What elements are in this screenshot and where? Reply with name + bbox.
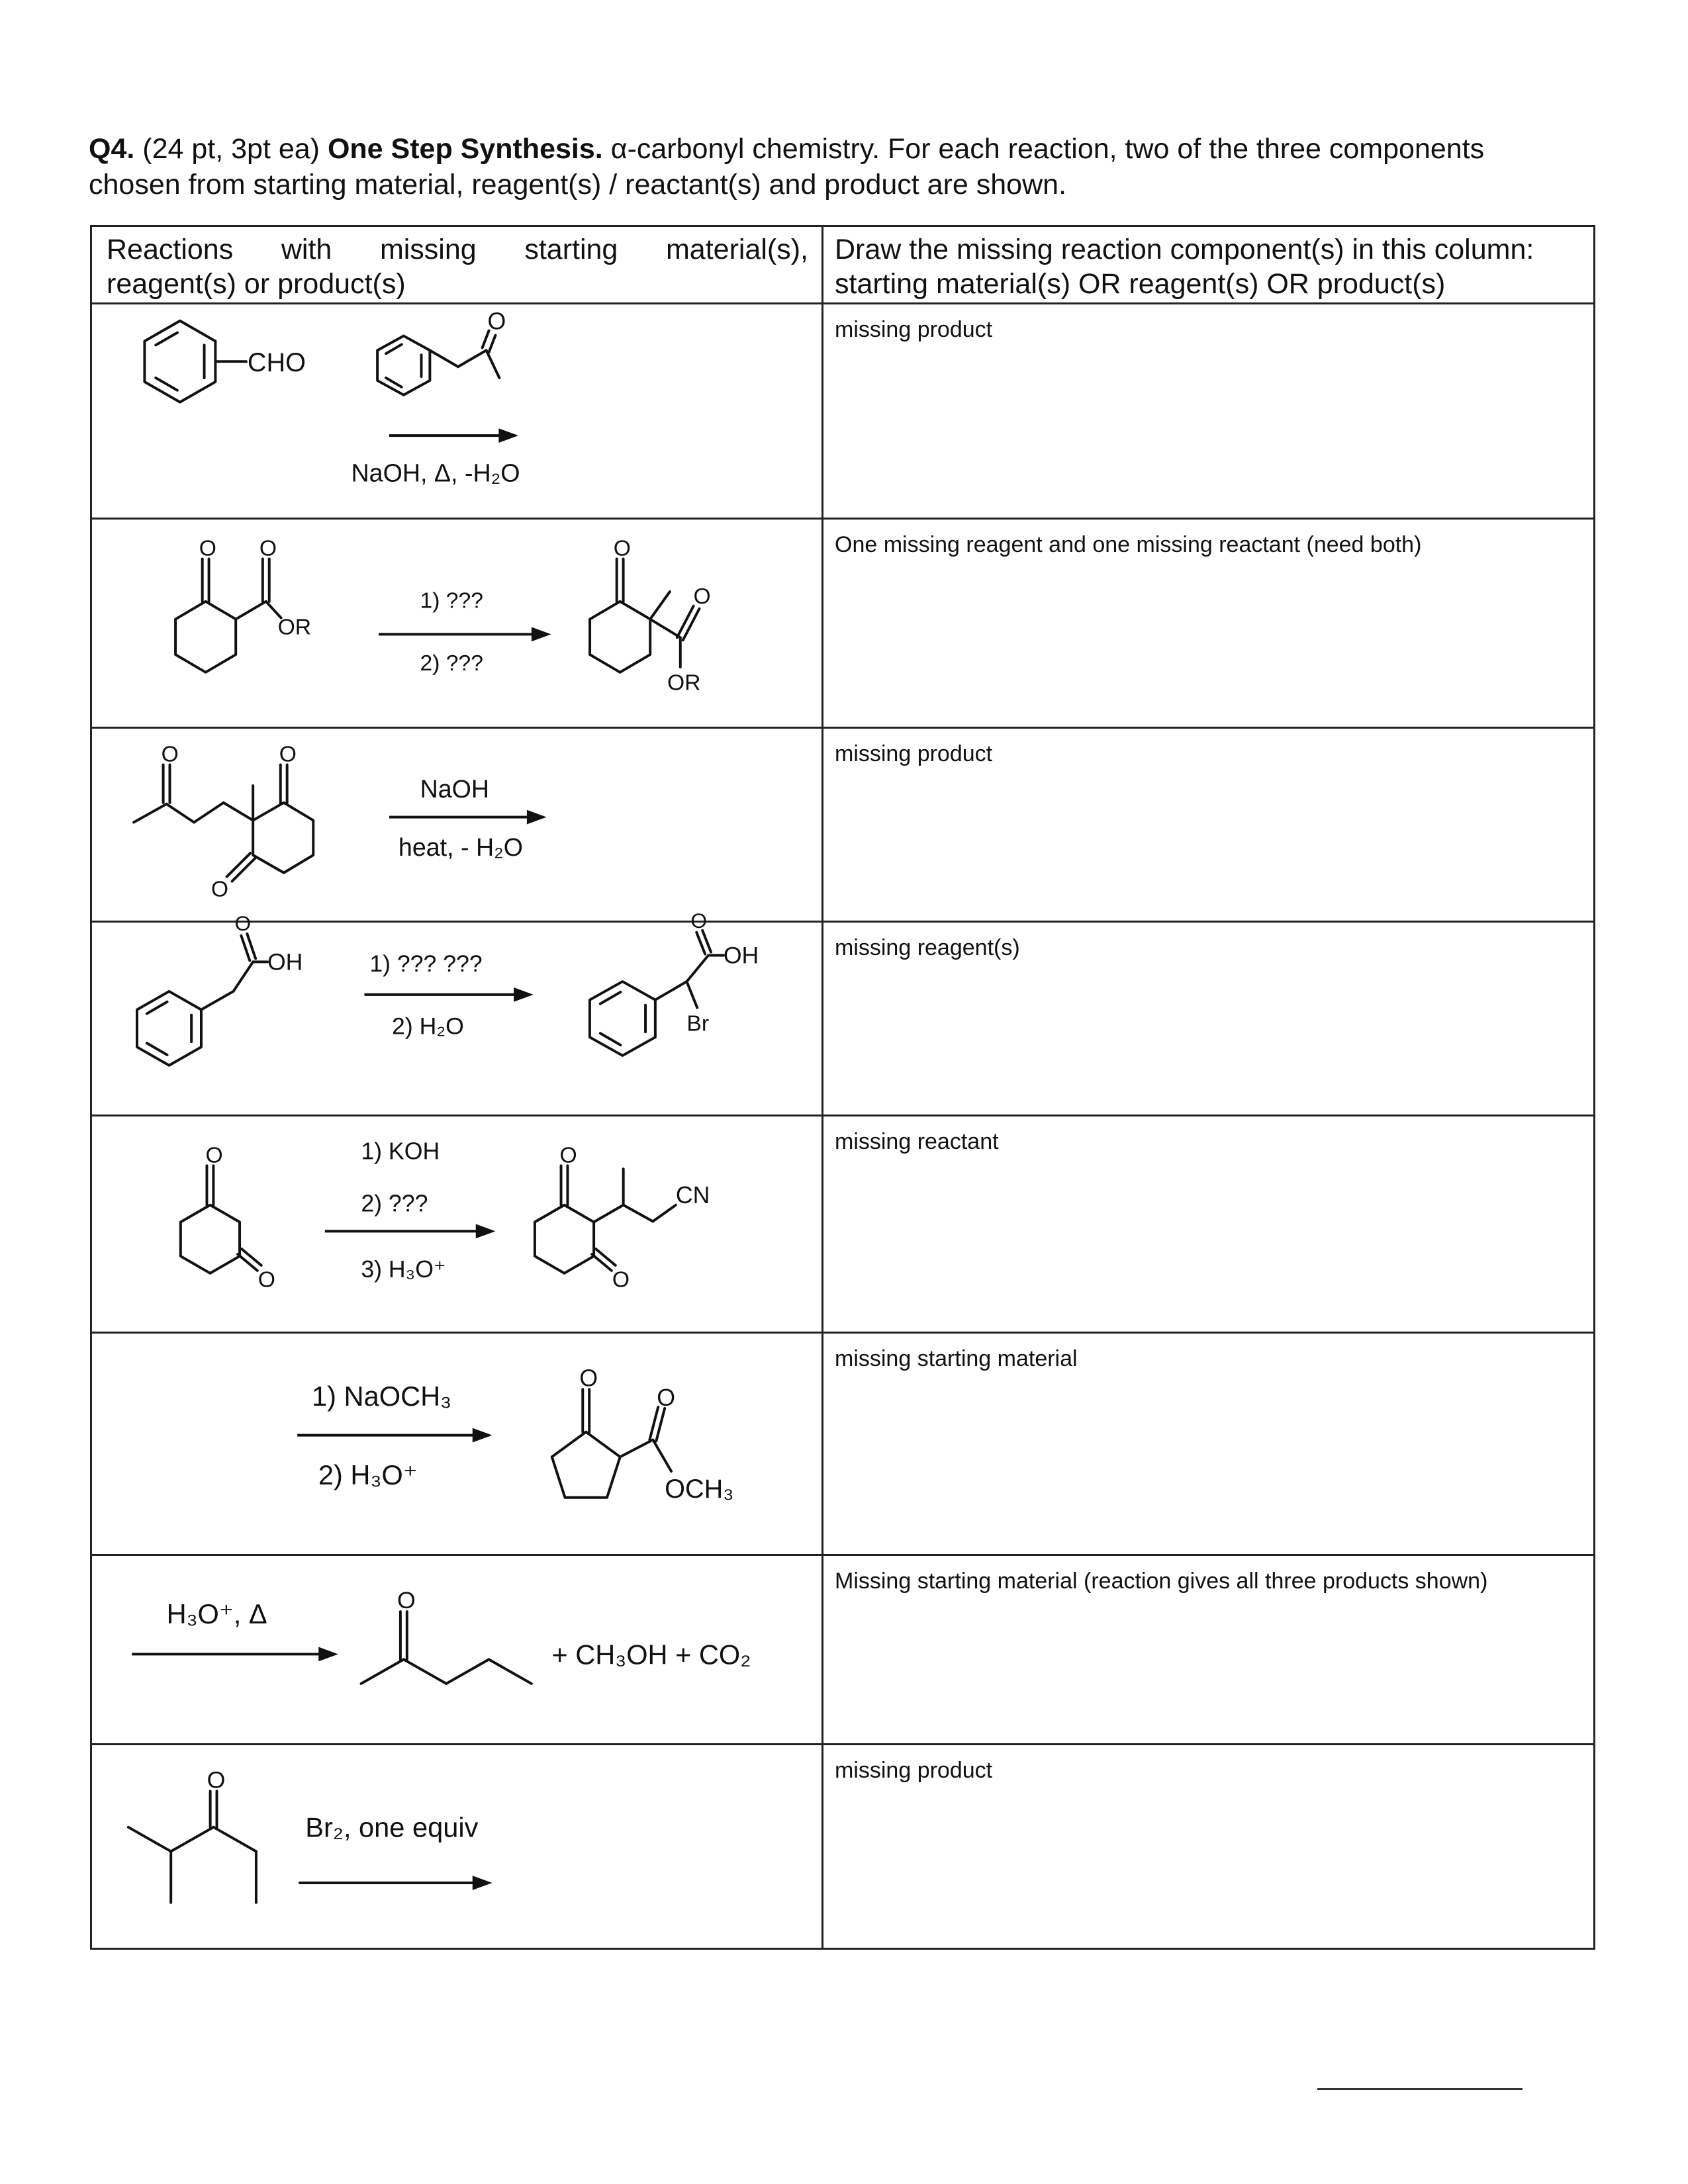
oxygen-atom: O	[205, 1143, 223, 1168]
reagent-label: H₃O⁺, Δ	[166, 1598, 267, 1629]
left-header-line-2: reagent(s) or product(s)	[107, 268, 406, 300]
arrow-head	[514, 987, 534, 1002]
reaction-5-scheme	[92, 1116, 821, 1332]
arrow-head	[473, 1428, 492, 1443]
reaction-3-drawing	[92, 729, 821, 921]
carbonyl-bond	[677, 606, 694, 638]
right-header-line-2: starting material(s) OR reagent(s) OR product(s)	[835, 268, 1446, 300]
right-header-line-1: Draw the missing reaction component(s) in this column:	[835, 234, 1534, 265]
reaction-row-2	[92, 518, 1593, 727]
ester-label: OR	[667, 670, 701, 696]
bond	[458, 350, 487, 367]
arrow-head	[527, 810, 547, 825]
bond	[194, 803, 224, 823]
reaction-2-drawing	[92, 520, 821, 727]
bond	[171, 1827, 213, 1852]
reagent-step-2: 2) ???	[361, 1190, 428, 1217]
bond	[224, 803, 254, 821]
oxygen-atom: O	[258, 1267, 275, 1293]
row-6-note: missing starting material	[835, 1346, 1078, 1371]
reaction-row-4	[92, 908, 1593, 1115]
cyclopentane-ring	[552, 1432, 620, 1498]
question-line-1	[89, 131, 1611, 167]
header-word: starting	[524, 234, 618, 265]
carbonyl-bond	[683, 609, 700, 641]
bond	[446, 1659, 489, 1684]
right-column-header	[835, 232, 1589, 301]
bond	[233, 962, 253, 991]
oxygen-atom: O	[207, 1766, 226, 1794]
question-description: α-carbonyl chemistry. For each reaction, two of the three components	[610, 133, 1485, 165]
bond	[361, 1659, 404, 1684]
question-header	[89, 131, 1611, 203]
reagent-step-2: 2) H₃O⁺	[318, 1459, 418, 1490]
acid-label: OH	[267, 948, 303, 976]
reaction-row-7	[92, 1554, 1593, 1743]
reagent-conditions: heat, - H₂O	[398, 833, 524, 862]
acid-label: OH	[723, 942, 759, 969]
table-header-row	[92, 227, 1593, 302]
left-column-header	[107, 232, 808, 301]
cyclohexane-ring	[253, 803, 313, 873]
arrow-head	[318, 1647, 338, 1662]
reagent-step-2: 2) ???	[420, 651, 483, 676]
reagent-step-3: 3) H₃O⁺	[361, 1255, 446, 1283]
footer-rule	[1317, 2088, 1523, 2090]
oxygen-atom: O	[397, 1587, 416, 1614]
cyclohexane-ring	[590, 602, 650, 672]
carbonyl-bond	[242, 1249, 261, 1265]
question-number: Q4.	[89, 133, 135, 165]
bond	[594, 1205, 624, 1222]
oxygen-atom: O	[211, 877, 229, 902]
carbonyl-bond	[592, 1254, 612, 1271]
row-4-note: missing reagent(s)	[835, 935, 1020, 960]
arrow-head	[476, 1224, 496, 1239]
oxygen-atom: O	[657, 1385, 676, 1412]
reaction-7-scheme	[92, 1556, 821, 1743]
oxygen-atom: O	[693, 584, 711, 609]
bond	[489, 1659, 531, 1684]
bond	[201, 991, 233, 1010]
synthesis-table	[90, 225, 1595, 1950]
reaction-4-drawing	[92, 908, 821, 1115]
bond	[134, 804, 166, 823]
row-5-note: missing reactant	[835, 1129, 999, 1154]
double-bond	[156, 333, 177, 345]
bond	[686, 955, 708, 981]
bond	[650, 619, 680, 638]
bond	[653, 1440, 671, 1472]
oxygen-atom: O	[199, 536, 216, 561]
row-3-note: missing product	[835, 741, 993, 766]
question-title: One Step Synthesis.	[327, 133, 603, 165]
oxygen-atom: O	[612, 1267, 630, 1293]
bond	[653, 1205, 676, 1222]
bond	[620, 1440, 653, 1457]
bond	[487, 350, 500, 378]
reagent-base: NaOH	[420, 774, 490, 803]
question-line-2: chosen from starting material, reagent(s) / reactant(s) and product are shown.	[89, 169, 1067, 201]
carbonyl-bond	[489, 336, 496, 353]
reaction-1-scheme	[92, 304, 821, 518]
bond	[167, 804, 195, 823]
reaction-6-scheme	[92, 1334, 821, 1554]
reaction-8-drawing	[92, 1745, 821, 1950]
oxygen-atom: O	[613, 536, 631, 561]
bond	[655, 981, 687, 1000]
row-7-note: Missing starting material (reaction gives all three products shown)	[835, 1569, 1488, 1594]
header-word: material(s),	[665, 234, 808, 265]
carbonyl-bond	[596, 1249, 616, 1265]
carbonyl-bond	[238, 1254, 258, 1271]
oxygen-atom: O	[487, 308, 506, 335]
bond	[624, 1205, 653, 1222]
bond	[430, 350, 458, 367]
arrow-head	[532, 627, 551, 641]
oxygen-atom: O	[559, 1143, 577, 1168]
reaction-5-drawing	[92, 1116, 821, 1332]
reaction-row-6	[92, 1332, 1593, 1554]
bond	[128, 1827, 171, 1852]
cyclohexane-ring	[535, 1205, 594, 1273]
arrow-head	[498, 428, 518, 443]
reaction-3-scheme	[92, 729, 821, 921]
reagent-step-1: 1) ??? ???	[369, 950, 483, 978]
header-word: missing	[379, 234, 477, 265]
oxygen-atom: O	[161, 742, 179, 767]
reagent-step-1: 1) ???	[420, 588, 483, 614]
reaction-7-drawing	[92, 1556, 821, 1743]
coproducts-label: + CH₃OH + CO₂	[551, 1639, 751, 1670]
oxygen-atom: O	[259, 536, 277, 561]
oxygen-atom: O	[690, 908, 707, 933]
nitrile-label: CN	[675, 1181, 710, 1208]
cyclohexane-ring	[181, 1205, 240, 1273]
header-word: with	[281, 234, 332, 265]
ester-label: OR	[277, 615, 312, 640]
bond	[214, 1827, 256, 1852]
bromine-label: Br	[686, 1011, 710, 1036]
reaction-row-8	[92, 1743, 1593, 1950]
reaction-1-drawing	[92, 304, 821, 518]
oxygen-atom: O	[279, 742, 297, 767]
reagent-step-1: 1) KOH	[361, 1138, 440, 1165]
bond	[236, 602, 266, 619]
ester-label: OCH₃	[665, 1474, 734, 1504]
header-word: Reactions	[107, 234, 234, 265]
row-1-note: missing product	[835, 317, 993, 342]
methyl-bond	[650, 592, 670, 619]
reaction-row-5	[92, 1115, 1593, 1332]
aldehyde-label: CHO	[247, 348, 306, 378]
row-2-note: One missing reagent and one missing reactant (need both)	[835, 532, 1422, 557]
reaction-row-3	[92, 727, 1593, 921]
reaction-6-drawing	[92, 1334, 821, 1554]
reaction-4-scheme	[92, 908, 821, 1115]
reaction-8-scheme	[92, 1745, 821, 1950]
reagent-label: Br₂, one equiv	[305, 1811, 479, 1843]
arrow-head	[473, 1876, 492, 1890]
double-bond	[156, 378, 177, 390]
reagent-label: NaOH, Δ, -H₂O	[351, 459, 520, 487]
cyclohexane-ring	[175, 602, 236, 672]
reaction-row-1	[92, 302, 1593, 518]
row-8-note: missing product	[835, 1758, 993, 1783]
reagent-step-2: 2) H₂O	[392, 1013, 464, 1040]
question-points: (24 pt, 3pt ea)	[142, 133, 320, 165]
oxygen-atom: O	[234, 911, 252, 935]
bond	[686, 981, 697, 1008]
bond	[404, 1659, 446, 1684]
reagent-step-1: 1) NaOCH₃	[311, 1381, 452, 1412]
reaction-2-scheme	[92, 520, 821, 727]
oxygen-atom: O	[579, 1365, 598, 1392]
